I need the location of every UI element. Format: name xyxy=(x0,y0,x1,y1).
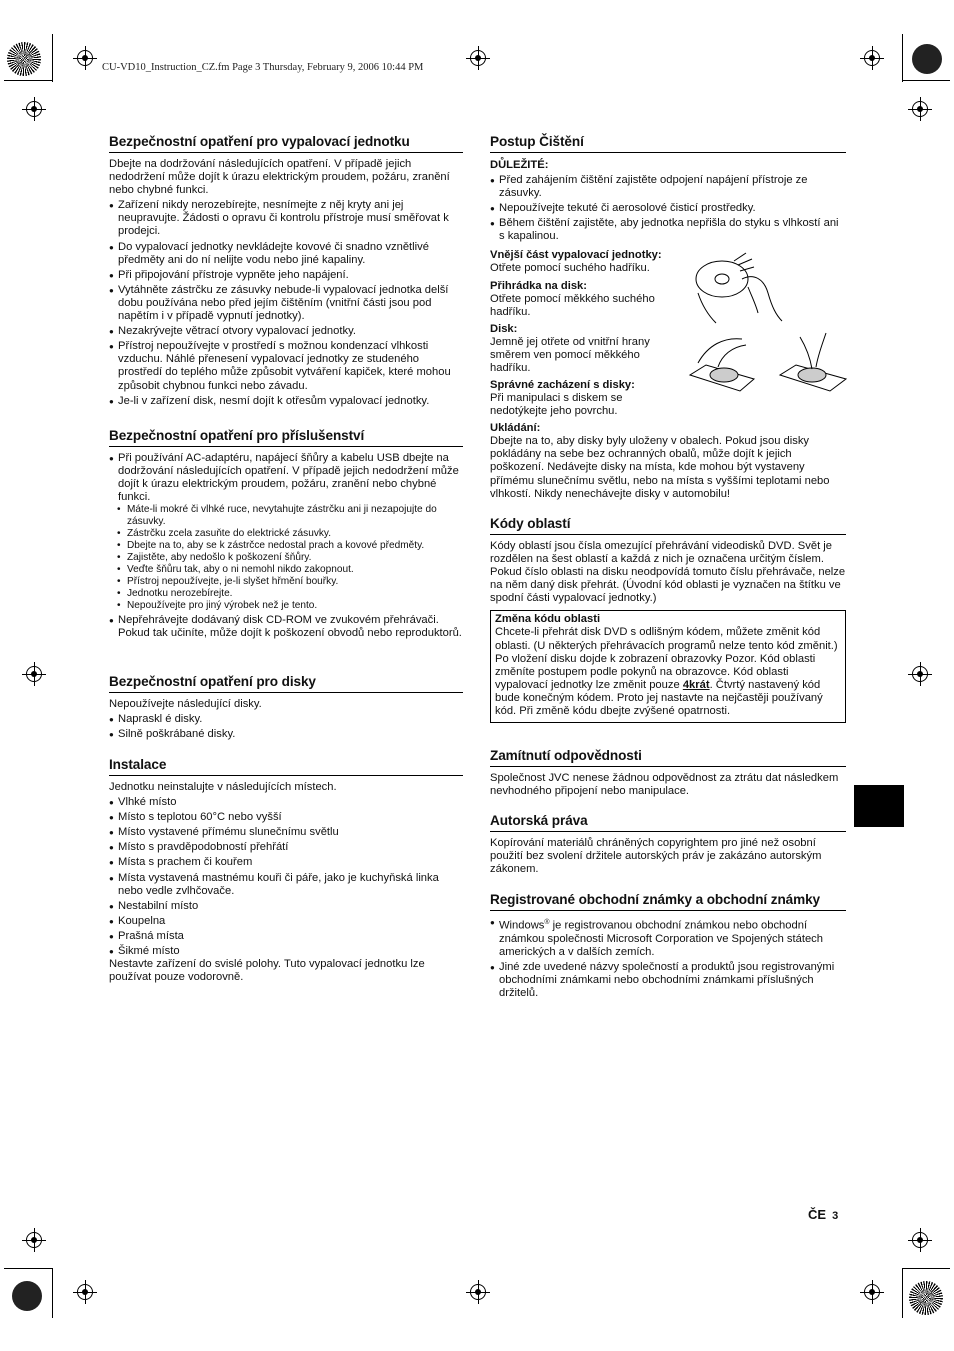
item-label: Přihrádka na disk: xyxy=(490,279,587,292)
list-item: ● Šikmé místo xyxy=(109,945,463,958)
section-title: Postup Čištění xyxy=(490,134,846,153)
crop-line xyxy=(52,1268,53,1318)
important-label: DŮLEŽITÉ: xyxy=(490,159,549,171)
section-trademarks xyxy=(490,892,846,1000)
section-title: Bezpečnostní opatření pro vypalovací jednotku xyxy=(109,134,463,153)
item-label: Správné zacházení s disky: xyxy=(490,379,635,392)
language-thumb-tab xyxy=(854,785,904,827)
crosshair-mark-icon xyxy=(73,46,97,70)
crop-line xyxy=(902,1268,903,1318)
list-item: ● Při připojování přístroje vypněte jeho napájení. xyxy=(109,269,463,282)
list-item: ● Je-li v zařízení disk, nesmí dojít k otřesům vypalovací jednotky. xyxy=(109,395,463,408)
crosshair-mark-icon xyxy=(860,1280,884,1304)
sub-list-item: • Máte-li mokré či vlhké ruce, nevytahujte zástrčku ani ji nezapojujte do zásuvky. xyxy=(109,504,463,528)
list-item: ● Koupelna xyxy=(109,915,463,928)
registered-mark: ® xyxy=(544,919,550,926)
print-registration-solid-tr xyxy=(912,44,942,74)
section-copyright xyxy=(490,813,846,876)
paragraph: Kopírování materiálů chráněných copyrightem pro jiné než osobní použití bez svolení držitele autorských práv je zakázáno autorským zákonem. xyxy=(490,837,822,876)
paragraph: Při manipulaci s diskem se nedotýkejte jeho povrchu. xyxy=(490,392,623,418)
box-bold-count: 4krát xyxy=(682,678,710,691)
list-item: ● Napraskl é disky. xyxy=(109,713,463,726)
cleaning-details xyxy=(490,249,846,418)
list-item: ● Místa vystavená mastnému kouři či páře, jako je kuchyňská linka nebo vedle zvlhčovače. xyxy=(109,872,463,898)
crosshair-mark-icon xyxy=(908,1228,932,1252)
paragraph: Nestavte zařízení do svislé polohy. Tuto vypalovací jednotku lze používat pouze vodorovně. xyxy=(109,958,425,984)
box-paragraph xyxy=(495,626,841,718)
item-label: Disk: xyxy=(490,322,518,335)
tray-loading-illustration xyxy=(688,331,848,397)
paragraph: Otřete pomocí měkkého suchého hadříku. xyxy=(490,292,655,318)
paragraph: Jemně jej otřete od vnitřní hrany směrem ven pomocí měkkého hadříku. xyxy=(490,335,650,374)
paragraph: Otřete pomocí suchého hadříku. xyxy=(490,262,650,275)
section-burner-safety xyxy=(109,134,463,408)
list-item: ● Před zahájením čištění zajistěte odpojení napájení přístroje ze zásuvky. xyxy=(490,174,846,200)
paragraph: Nepoužívejte následující disky. xyxy=(109,698,262,710)
section-cleaning xyxy=(490,134,846,501)
list-item: ● Místo s pravděpodobností přehřátí xyxy=(109,841,463,854)
print-registration-starburst-br xyxy=(909,1281,943,1315)
print-registration-starburst-tl xyxy=(7,42,41,76)
item-label: Ukládání: xyxy=(490,422,541,435)
print-registration-solid-bl xyxy=(12,1281,42,1311)
box-text-1: Chcete-li přehrát disk DVD s odlišným kódem, můžete změnit kód oblasti. (U některých přehrávacích programů nelze tento kód změnit.) Po vložení disku dojde k zobrazení obrazovky Pozor. Kód oblasti změníte postupem podle pokynů na obrazovce. Kód oblasti vypalovací jednotky lze změnit pouze xyxy=(495,626,838,691)
list-item: ● Do vypalovací jednotky nevkládejte kovové či snadno vznětlivé předměty ani do ní nelijte vodu nebo jiné kapaliny. xyxy=(109,241,463,267)
list-item: ● Nepoužívejte tekuté či aerosolové čisticí prostředky. xyxy=(490,202,846,215)
section-disclaimer xyxy=(490,748,846,798)
list-item: ● Prašná místa xyxy=(109,930,463,943)
list-item: ● Místo s teplotou 60°C nebo vyšší xyxy=(109,811,463,824)
sub-list-item: • Zajistěte, aby nedošlo k poškození šňůry. xyxy=(109,552,463,564)
section-installation xyxy=(109,757,463,984)
language-code: ČE xyxy=(808,1207,827,1222)
list-item: ● Nepřehrávejte dodávaný disk CD-ROM ve zvukovém přehrávači. Pokud tak učiníte, může dojít k poškození obvodů nebo reproduktorů. xyxy=(109,614,463,640)
list-item xyxy=(490,916,846,959)
list-item: ● Při používání AC-adaptéru, napájecí šňůry a kabelu USB dbejte na dodržování následujících opatření. V případě jejich nedodržení může dojít k úrazu elektrickým proudem, požáru, zranění nebo chybné funkci. xyxy=(109,452,463,504)
section-accessories-safety xyxy=(109,428,463,641)
crosshair-mark-icon xyxy=(22,97,46,121)
crop-line xyxy=(902,34,903,82)
list-item: ● Místa s prachem či kouřem xyxy=(109,856,463,869)
sub-list-item: • Zástrčku zcela zasuňte do elektrické zásuvky. xyxy=(109,528,463,540)
list-item: ● Vlhké místo xyxy=(109,796,463,809)
crosshair-mark-icon xyxy=(908,662,932,686)
sub-list-item: • Jednotku nerozebírejte. xyxy=(109,588,463,600)
crop-line xyxy=(4,1268,52,1269)
section-title: Bezpečnostní opatření pro disky xyxy=(109,674,463,693)
section-title: Instalace xyxy=(109,757,463,776)
region-change-note-box xyxy=(490,610,846,723)
list-item: ● Zařízení nikdy nerozebírejte, nesnímejte z něj kryty ani jej neupravujte. Žádosti o opravu či kontrolu přístroje musí směřovat k prodejci. xyxy=(109,199,463,238)
list-item: ● Přístroj nepoužívejte v prostředí s možnou kondenzací vlhkosti vzduchu. Náhlé přenesení vypalovací jednotky ze studeného prostředí do teplého může způsobit vytváření kapiček, které mohou způsobit chybnou funkci nebo závadu. xyxy=(109,340,463,392)
section-disc-safety xyxy=(109,674,463,741)
crop-line xyxy=(902,1268,950,1269)
crosshair-mark-icon xyxy=(908,97,932,121)
sub-list-item: • Veďte šňůru tak, aby o ni nemohl nikdo zakopnout. xyxy=(109,564,463,576)
page-number: 3 xyxy=(832,1210,839,1222)
section-title: Zamítnutí odpovědnosti xyxy=(490,748,846,767)
crosshair-mark-icon xyxy=(22,1228,46,1252)
page-footer xyxy=(808,1207,838,1222)
crosshair-mark-icon xyxy=(466,46,490,70)
file-header: CU-VD10_Instruction_CZ.fm Page 3 Thursday, February 9, 2006 10:44 PM xyxy=(102,62,424,73)
paragraph: Společnost JVC nenese žádnou odpovědnost za ztrátu dat následkem nevhodného připojení nebo manipulace. xyxy=(490,772,839,798)
list-item: ● Místo vystavené přímému slunečnímu světlu xyxy=(109,826,463,839)
section-title: Registrované obchodní známky a obchodní známky xyxy=(490,892,846,911)
list-item: ● Nezakrývejte větrací otvory vypalovací jednotky. xyxy=(109,325,463,338)
crosshair-mark-icon xyxy=(22,662,46,686)
trademark-name: Windows xyxy=(499,919,545,932)
paragraph: Dbejte na dodržování následujících opatření. V případě jejich nedodržení může dojít k úrazu elektrickým proudem, požáru, zranění nebo chybné funkci. xyxy=(109,158,450,197)
section-title: Kódy oblastí xyxy=(490,516,846,535)
crop-line xyxy=(902,80,950,81)
sub-list-item: • Dbejte na to, aby se k zástrčce nedostal prach a kovové předměty. xyxy=(109,540,463,552)
paragraph: Dbejte na to, aby disky byly uloženy v obalech. Pokud jsou disky pokládány na sebe bez ochranných obalů, může dojít k jejich poškození. Nedávejte disky na místa, kde mohou být vystaveny přímému slunečnímu světlu, nebo na místa s vyššími teplotami nebo vlhkostí. Nikdy nenechávejte disky v automobilu! xyxy=(490,435,830,500)
list-item: ● Jiné zde uvedené názvy společností a produktů jsou registrovanými obchodními známkami nebo obchodními známkami příslušných držitelů. xyxy=(490,961,846,1000)
list-item: ● Během čištění zajistěte, aby jednotka nepřišla do styku s vlhkostí ani s kapalinou. xyxy=(490,217,846,243)
section-title: Autorská práva xyxy=(490,813,846,832)
paragraph: Jednotku neinstalujte v následujících místech. xyxy=(109,781,337,793)
cleaning-text-column xyxy=(490,249,680,418)
box-text-2: . Čtvrtý nastavený kód bude konečným kódem. Proto jej nastavte na nejčastěji používaný kód. Při změně kódu dbejte zvýšené opatrnosti. xyxy=(495,678,823,718)
crosshair-mark-icon xyxy=(73,1280,97,1304)
trademark-text: je registrovanou obchodní známkou nebo obchodní známkou společnosti Microsoft Corporation ve Spojených státech amerických a v dalších zemích. xyxy=(499,919,823,958)
section-region-codes xyxy=(490,516,846,723)
list-item: ● Silně poškrábané disky. xyxy=(109,728,463,741)
crop-line xyxy=(52,34,53,82)
paragraph: Kódy oblastí jsou čísla omezující přehrávání videodisků DVD. Svět je rozdělen na šest oblastí a každá z nich je označena určitým číslem. Pokud číslo oblasti na disku neodpovídá tomuto číslu přehrávače, nelze na něm daný disk přehrát. (Úvodní kód oblasti je vyznačen na štítku ve spodní části vypalovací jednotky.) xyxy=(490,540,846,605)
list-item: ● Nestabilní místo xyxy=(109,900,463,913)
item-label: Vnější část vypalovací jednotky: xyxy=(490,249,662,262)
crop-line xyxy=(4,80,52,81)
sub-list-item: • Přístroj nepoužívejte, je-li slyšet hřmění bouřky. xyxy=(109,576,463,588)
box-title: Změna kódu oblasti xyxy=(495,613,601,626)
sub-list-item: • Nepoužívejte pro jiný výrobek než je tento. xyxy=(109,600,463,612)
section-title: Bezpečnostní opatření pro příslušenství xyxy=(109,428,463,447)
crosshair-mark-icon xyxy=(466,1280,490,1304)
crosshair-mark-icon xyxy=(860,46,884,70)
disc-wiping-illustration xyxy=(694,249,784,327)
list-item: ● Vytáhněte zástrčku ze zásuvky nebude-li vypalovací jednotka delší dobu používána nebo před jejím čištěním (vnitřní části jsou pod napětím i v případě vypnutí jednotky). xyxy=(109,284,463,323)
